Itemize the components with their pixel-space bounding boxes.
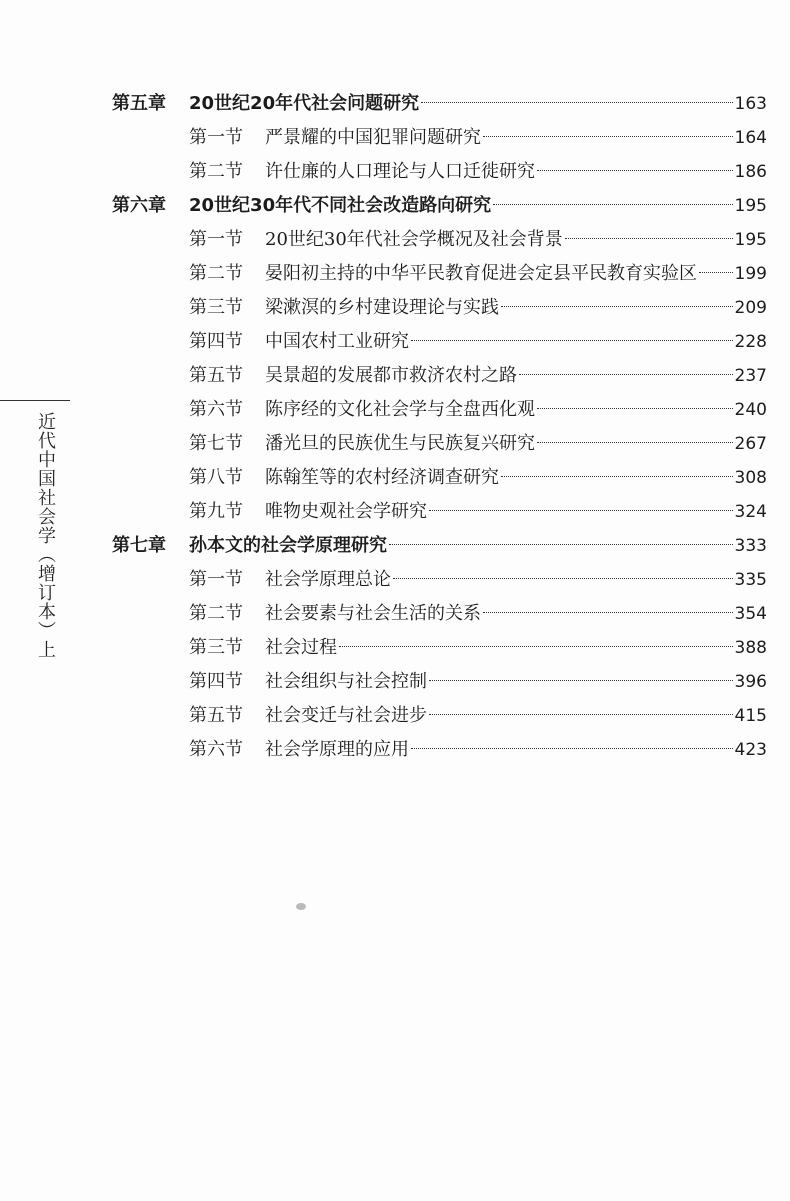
- entry-title: 社会组织与社会控制: [265, 671, 427, 692]
- entry-page-number: 423: [734, 740, 767, 760]
- entry-number: 第六节: [189, 739, 243, 760]
- entry-page-number: 164: [734, 128, 767, 148]
- toc-section-entry: [112, 631, 767, 665]
- side-divider: [0, 400, 70, 401]
- entry-title: 中国农村工业研究: [265, 331, 409, 352]
- entry-page-number: 195: [734, 230, 767, 250]
- dot-leader: [429, 510, 733, 511]
- dot-leader: [389, 544, 733, 545]
- entry-number: 第二节: [189, 263, 243, 284]
- entry-page-number: 388: [734, 638, 767, 658]
- entry-number: 第七章: [112, 535, 166, 556]
- entry-number: 第二节: [189, 603, 243, 624]
- page-speck: [296, 903, 306, 910]
- entry-number: 第六节: [189, 399, 243, 420]
- dot-leader: [537, 442, 733, 443]
- entry-title: 唯物史观社会学研究: [265, 501, 427, 522]
- entry-title: 许仕廉的人口理论与人口迁徙研究: [265, 161, 535, 182]
- entry-number: 第九节: [189, 501, 243, 522]
- entry-number: 第一节: [189, 569, 243, 590]
- dot-leader: [429, 680, 733, 681]
- dot-leader: [537, 170, 733, 171]
- running-book-title: 近代中国社会学（增订本）上: [35, 412, 56, 659]
- entry-title: 潘光旦的民族优生与民族复兴研究: [265, 433, 535, 454]
- entry-page-number: 186: [734, 162, 767, 182]
- entry-page-number: 199: [734, 264, 767, 284]
- entry-page-number: 267: [734, 434, 767, 454]
- entry-number: 第六章: [112, 195, 166, 216]
- entry-title: 20世纪20年代社会问题研究: [189, 93, 420, 114]
- toc-section-entry: [112, 223, 767, 257]
- toc-section-entry: [112, 257, 767, 291]
- entry-title: 社会学原理的应用: [265, 739, 409, 760]
- toc-section-entry: [112, 563, 767, 597]
- entry-number: 第二节: [189, 161, 243, 182]
- dot-leader: [519, 374, 733, 375]
- toc-section-entry: [112, 121, 767, 155]
- entry-number: 第三节: [189, 297, 243, 318]
- table-of-contents: [112, 87, 767, 767]
- entry-title: 社会学原理总论: [265, 569, 391, 590]
- dot-leader: [483, 136, 733, 137]
- entry-title: 20世纪30年代社会学概况及社会背景: [265, 229, 563, 250]
- toc-section-entry: [112, 155, 767, 189]
- dot-leader: [411, 748, 733, 749]
- dot-leader: [339, 646, 733, 647]
- toc-section-entry: [112, 665, 767, 699]
- entry-page-number: 195: [734, 196, 767, 216]
- dot-leader: [699, 272, 733, 273]
- entry-page-number: 228: [734, 332, 767, 352]
- entry-number: 第四节: [189, 331, 243, 352]
- entry-number: 第五节: [189, 705, 243, 726]
- dot-leader: [493, 204, 732, 205]
- entry-page-number: 335: [734, 570, 767, 590]
- toc-section-entry: [112, 597, 767, 631]
- entry-title: 晏阳初主持的中华平民教育促进会定县平民教育实验区: [265, 263, 697, 284]
- entry-number: 第八节: [189, 467, 243, 488]
- entry-number: 第七节: [189, 433, 243, 454]
- toc-section-entry: [112, 733, 767, 767]
- dot-leader: [537, 408, 733, 409]
- toc-section-entry: [112, 359, 767, 393]
- dot-leader: [501, 306, 733, 307]
- toc-chapter-entry: [112, 189, 767, 223]
- entry-page-number: 163: [734, 94, 767, 114]
- entry-page-number: 396: [734, 672, 767, 692]
- entry-number: 第四节: [189, 671, 243, 692]
- entry-page-number: 237: [734, 366, 767, 386]
- dot-leader: [429, 714, 733, 715]
- entry-page-number: 308: [734, 468, 767, 488]
- entry-number: 第三节: [189, 637, 243, 658]
- entry-page-number: 209: [734, 298, 767, 318]
- entry-title: 严景耀的中国犯罪问题研究: [265, 127, 481, 148]
- entry-title: 20世纪30年代不同社会改造路向研究: [189, 195, 492, 216]
- entry-title: 吴景超的发展都市救济农村之路: [265, 365, 517, 386]
- entry-title: 孙本文的社会学原理研究: [189, 535, 387, 556]
- entry-page-number: 415: [734, 706, 767, 726]
- entry-number: 第五节: [189, 365, 243, 386]
- entry-title: 陈序经的文化社会学与全盘西化观: [265, 399, 535, 420]
- entry-number: 第五章: [112, 93, 166, 114]
- entry-title: 陈翰笙等的农村经济调查研究: [265, 467, 499, 488]
- toc-section-entry: [112, 325, 767, 359]
- toc-chapter-entry: [112, 529, 767, 563]
- entry-title: 社会要素与社会生活的关系: [265, 603, 481, 624]
- dot-leader: [411, 340, 733, 341]
- entry-number: 第一节: [189, 127, 243, 148]
- toc-section-entry: [112, 291, 767, 325]
- entry-title: 社会过程: [265, 637, 337, 658]
- toc-section-entry: [112, 495, 767, 529]
- dot-leader: [565, 238, 733, 239]
- toc-section-entry: [112, 427, 767, 461]
- toc-chapter-entry: [112, 87, 767, 121]
- toc-section-entry: [112, 393, 767, 427]
- entry-page-number: 354: [734, 604, 767, 624]
- dot-leader: [393, 578, 733, 579]
- entry-number: 第一节: [189, 229, 243, 250]
- entry-page-number: 240: [734, 400, 767, 420]
- entry-title: 梁漱溟的乡村建设理论与实践: [265, 297, 499, 318]
- dot-leader: [421, 102, 732, 103]
- entry-page-number: 333: [734, 536, 767, 556]
- dot-leader: [483, 612, 733, 613]
- dot-leader: [501, 476, 733, 477]
- toc-section-entry: [112, 461, 767, 495]
- entry-title: 社会变迁与社会进步: [265, 705, 427, 726]
- entry-page-number: 324: [734, 502, 767, 522]
- toc-section-entry: [112, 699, 767, 733]
